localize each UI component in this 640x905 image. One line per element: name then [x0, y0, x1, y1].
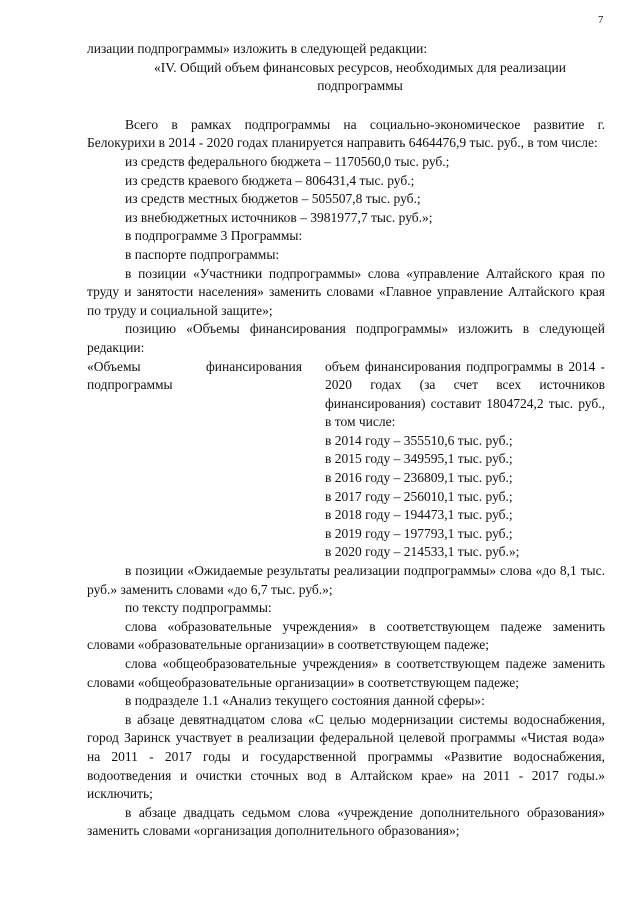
financing-year: в 2019 году – 197793,1 тыс. руб.;	[325, 525, 513, 541]
paragraph-volumes: позицию «Объемы финансирования подпрограммы» изложить в следующей редакции:	[87, 321, 605, 355]
source-local: из средств местных бюджетов – 505507,8 тыс. руб.;	[125, 191, 421, 207]
text-line: по тексту подпрограммы:	[125, 600, 272, 616]
financing-year: в 2017 году – 256010,1 тыс. руб.;	[325, 488, 513, 504]
text-line: в подпрограмме 3 Программы:	[125, 228, 303, 244]
financing-table	[87, 358, 605, 563]
paragraph-participants: в позиции «Участники подпрограммы» слова «управление Алтайского края по труду и занятости населения» заменить словами «Главное управление Алтайского края по труду и социальной защите»;	[87, 265, 605, 318]
financing-year: в 2015 году – 349595,1 тыс. руб.;	[325, 451, 513, 467]
source-federal: из средств федерального бюджета – 1170560,0 тыс. руб.;	[125, 153, 450, 169]
section-heading: «IV. Общий объем финансовых ресурсов, необходимых для реализации подпрограммы	[154, 59, 566, 94]
financing-table-label: «Объемы финансирования подпрограммы	[87, 358, 302, 393]
financing-intro: объем финансирования подпрограммы в 2014 - 2020 годах (за счет всех источников финансирования) составит 1804724,2 тыс. руб., в том числе:	[325, 358, 605, 430]
paragraph-edu: слова «образовательные учреждения» в соответствующем падеже заменить словами «образовательные организации» в соответствующем падеже;	[87, 618, 605, 653]
financing-year: в 2014 году – 355510,6 тыс. руб.;	[325, 432, 513, 448]
financing-year: в 2020 году – 214533,1 тыс. руб.»;	[325, 544, 520, 560]
source-extrabudget: из внебюджетных источников – 3981977,7 тыс. руб.»;	[125, 209, 433, 225]
document-body	[87, 40, 605, 841]
paragraph-19: в абзаце девятнадцатом слова «С целью модернизации системы водоснабжения, город Заринск участвует в реализации федеральной целевой программы «Чистая вода» на 2011 - 2017 годы и государственной программы «Развитие водоснабжения, водоотведения и очистки сточных вод в Алтайском крае» на 2011 - 2017 годы.» исключить;	[87, 711, 605, 802]
source-regional: из средств краевого бюджета – 806431,4 тыс. руб.;	[125, 172, 415, 188]
paragraph-27: в абзаце двадцать седьмом слова «учреждение дополнительного образования» заменить словами «организация дополнительного образования»;	[87, 804, 605, 839]
paragraph-total: Всего в рамках подпрограммы на социально-экономическое развитие г. Белокурихи в 2014 - 2020 годах планируется направить 6464476,9 тыс. руб., в том числе:	[87, 116, 605, 151]
page-number: 7	[598, 14, 604, 26]
text-line: лизации подпрограммы» изложить в следующей редакции:	[87, 41, 428, 56]
text-line: в паспорте подпрограммы:	[125, 246, 280, 262]
financing-year: в 2016 году – 236809,1 тыс. руб.;	[325, 470, 513, 486]
text-line: в подразделе 1.1 «Анализ текущего состояния данной сферы»:	[125, 693, 485, 709]
financing-table-value	[325, 358, 605, 563]
paragraph-general-edu: слова «общеобразовательные учреждения» в соответствующем падеже заменить словами «общеобразовательные организации» в соответствующем падеже;	[87, 656, 605, 690]
paragraph-results: в позиции «Ожидаемые результаты реализации подпрограммы» слова «до 8,1 тыс. руб.» заменить словами «до 6,7 тыс. руб.»;	[87, 563, 605, 597]
financing-year: в 2018 году – 194473,1 тыс. руб.;	[325, 507, 513, 523]
